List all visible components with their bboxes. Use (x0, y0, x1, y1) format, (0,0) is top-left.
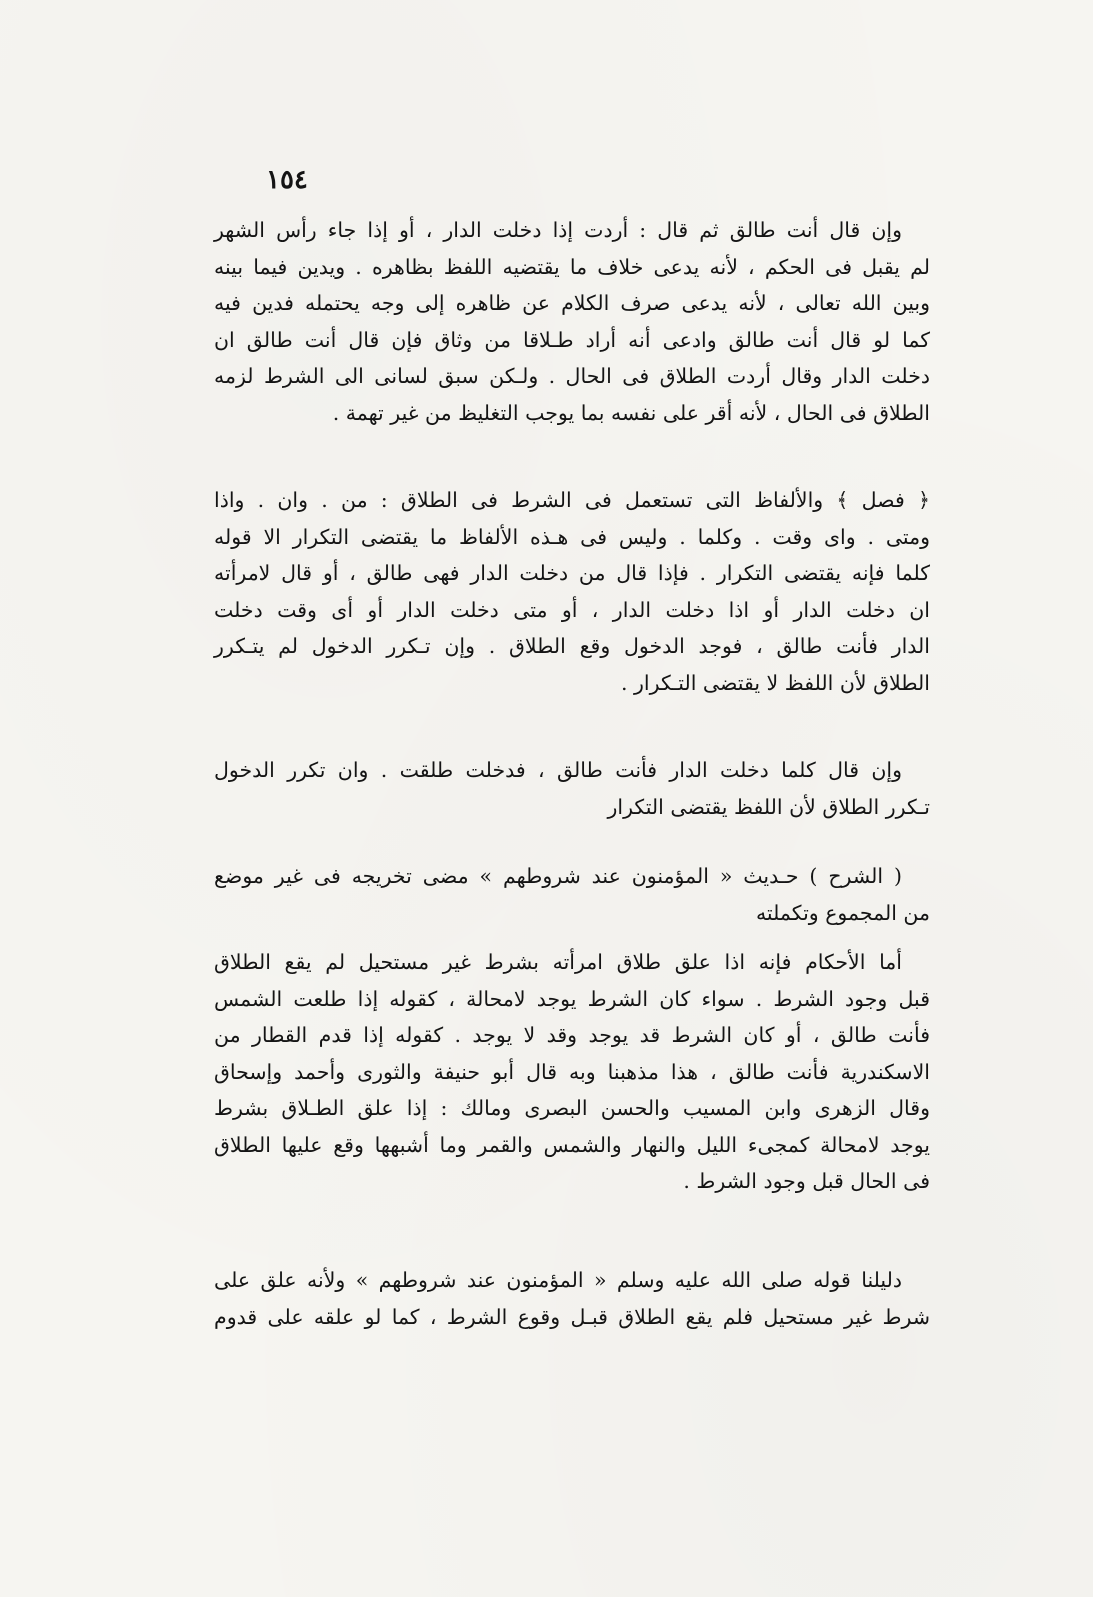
text-line: وإن قال أنت طالق ثم قال : أردت إذا دخلت الدار ، أو إذا جاء رأس الشهر (214, 218, 902, 242)
text-line: يوجد لامحالة كمجىء الليل والنهار والشمس والقمر وما أشبهها وقع عليها الطلاق (214, 1132, 930, 1157)
text-line: وقال الزهرى وابن المسيب والحسن البصرى ومالك : إذا علق الطـلاق بشرط (214, 1096, 930, 1120)
paragraph-section-conditional-words (214, 482, 930, 701)
text-line: الطلاق فى الحال ، لأنه أقر على نفسه بما يوجب التغليظ من غير تهمة . (332, 400, 930, 425)
text-line: وإن قال كلما دخلت الدار فأنت طالق ، فدخلت طلقت . وان تكرر الدخول (214, 758, 902, 782)
text-line: ( الشرح ) حـديث « المؤمنون عند شروطهم » مضى تخريجه فى غير موضع (214, 864, 902, 888)
text-line: ﴿ فصل ﴾ والألفاظ التى تستعمل فى الشرط فى الطلاق : من . وان . واذا (214, 488, 930, 512)
text-line: ان دخلت الدار أو اذا دخلت الدار ، أو متى دخلت الدار أو أى وقت دخلت (214, 597, 930, 622)
text-line: الطلاق لأن اللفظ لا يقتضى التـكرار . (621, 670, 930, 695)
text-line: تـكرر الطلاق لأن اللفظ يقتضى التكرار (607, 794, 930, 819)
paragraph-evidence (214, 1262, 930, 1335)
text-line: ومتى . واى وقت . وكلما . وليس فى هـذه الألفاظ ما يقتضى التكرار الا قوله (214, 524, 930, 549)
page-number: ١٥٤ (266, 165, 308, 195)
text-line: الدار فأنت طالق ، فوجد الدخول وقع الطلاق . وإن تـكرر الدخول لم يتـكرر (214, 634, 930, 658)
paragraph-clarification-of-intent (214, 212, 930, 431)
text-line: الاسكندرية فأنت طالق ، هذا مذهبنا وبه قال أبو حنيفة والثورى وأحمد وإسحاق (214, 1059, 930, 1084)
text-line: وبين الله تعالى ، لأنه يدعى صرف الكلام عن ظاهره إلى وجه يحتمله فدين فيه (214, 291, 930, 315)
text-line: كما لو قال أنت طالق وادعى أنه أراد طـلاقا من وثاق فإن قال أنت طالق ان (214, 327, 930, 352)
text-line: دليلنا قوله صلى الله عليه وسلم « المؤمنون عند شروطهم » ولأنه علق على (214, 1268, 902, 1292)
text-line: من المجموع وتكملته (755, 900, 930, 925)
text-line: كلما فإنه يقتضى التكرار . فإذا قال من دخلت الدار فهى طالق ، أو قال لامرأته (214, 561, 930, 585)
text-line: دخلت الدار وقال أردت الطلاق فى الحال . ولـكن سبق لسانى الى الشرط لزمه (214, 364, 930, 388)
text-line: فأنت طالق ، أو كان الشرط قد يوجد وقد لا يوجد . كقوله إذا قدم القطار من (214, 1023, 930, 1047)
text-line: قبل وجود الشرط . سواء كان الشرط يوجد لامحالة ، كقوله إذا طلعت الشمس (214, 986, 930, 1011)
paragraph-rulings (214, 944, 930, 1200)
text-line: شرط غير مستحيل فلم يقع الطلاق قبـل وقوع الشرط ، كما لو علقه على قدوم (214, 1304, 930, 1329)
text-line: أما الأحكام فإنه اذا علق طلاق امرأته بشرط غير مستحيل لم يقع الطلاق (214, 950, 902, 974)
paragraph-kullama (214, 752, 930, 825)
paragraph-commentary (214, 858, 930, 931)
text-line: فى الحال قبل وجود الشرط . (683, 1169, 930, 1193)
text-line: لم يقبل فى الحكم ، لأنه يدعى خلاف ما يقتضيه اللفظ بظاهره . ويدين فيما بينه (214, 254, 930, 279)
